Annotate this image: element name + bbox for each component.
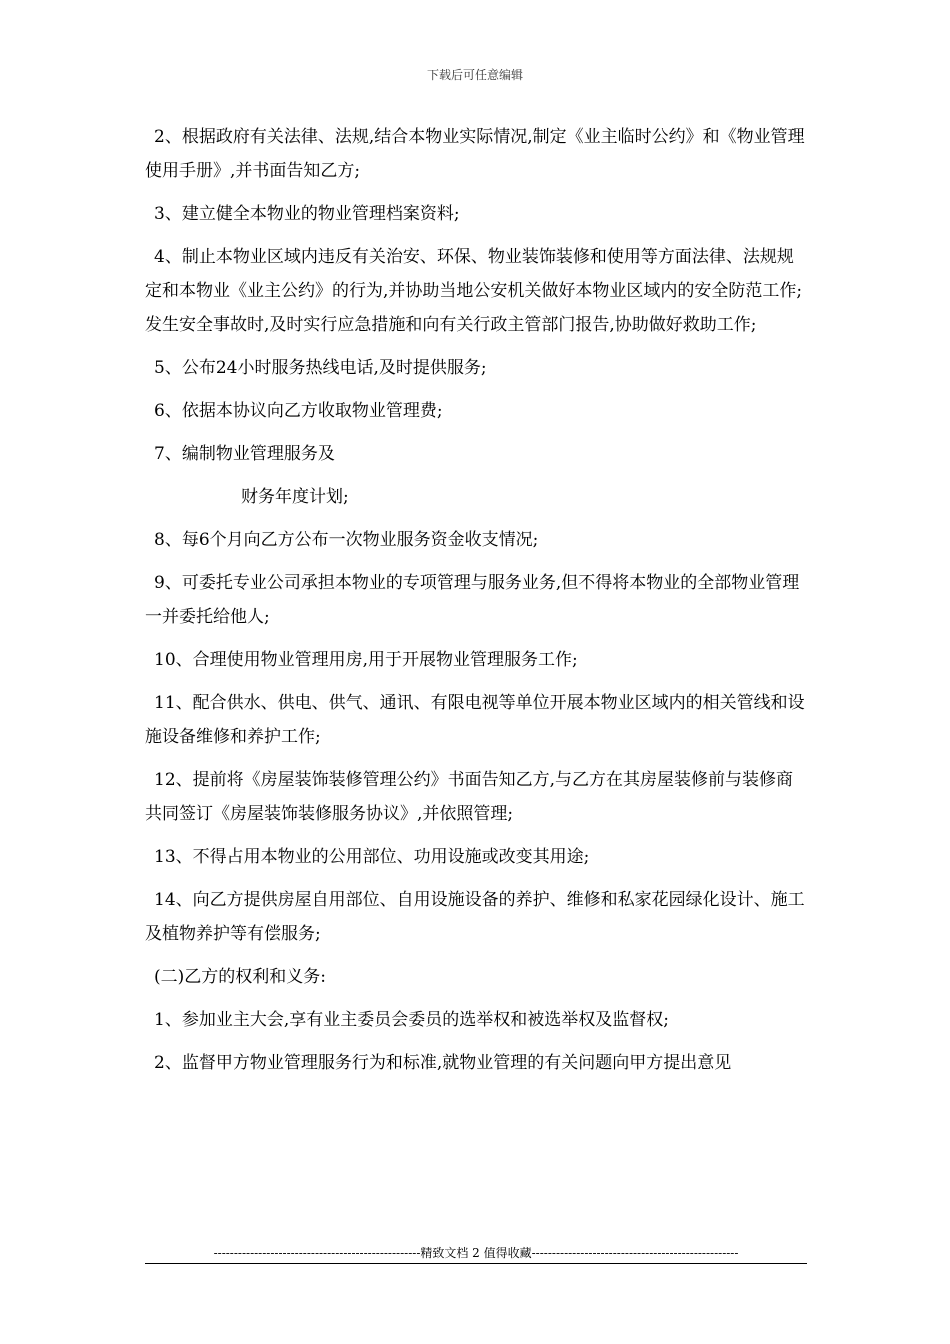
paragraph-b-item-2: 2、监督甲方物业管理服务行为和标准,就物业管理的有关问题向甲方提出意见 [154, 1053, 732, 1073]
paragraph-b-item-1: 1、参加业主大会,享有业主委员会委员的选举权和被选举权及监督权; [154, 1010, 669, 1030]
paragraph-item-13: 13、不得占用本物业的公用部位、功用设施或改变其用途; [154, 847, 590, 867]
page-footer: ---------------------------------------------------精致文档 2 值得收藏--------------------------------------------------- [213, 1246, 739, 1260]
paragraph-item-8: 8、每6个月向乙方公布一次物业服务资金收支情况; [154, 530, 539, 550]
page-header: 下载后可任意编辑 [426, 68, 523, 82]
section-heading-party-b: (二)乙方的权利和义务: [154, 967, 326, 987]
document-body [145, 120, 810, 1089]
paragraph-item-7: 7、编制物业管理服务及 [154, 444, 335, 464]
paragraph-item-9: 9、可委托专业公司承担本物业的专项管理与服务业务,但不得将本物业的全部物业管理一并委托给他人; [145, 573, 800, 627]
paragraph-item-3: 3、建立健全本物业的物业管理档案资料; [154, 204, 460, 224]
footer-divider [145, 1263, 807, 1264]
paragraph-item-11: 11、配合供水、供电、供气、通讯、有限电视等单位开展本物业区域内的相关管线和设施设备维修和养护工作; [145, 693, 805, 747]
paragraph-item-14: 14、向乙方提供房屋自用部位、自用设施设备的养护、维修和私家花园绿化设计、施工及植物养护等有偿服务; [145, 890, 805, 944]
paragraph-item-5: 5、公布24小时服务热线电话,及时提供服务; [154, 358, 487, 378]
paragraph-item-6: 6、依据本协议向乙方收取物业管理费; [154, 401, 443, 421]
paragraph-item-2: 2、根据政府有关法律、法规,结合本物业实际情况,制定《业主临时公约》和《物业管理使用手册》,并书面告知乙方; [145, 127, 805, 181]
paragraph-item-12: 12、提前将《房屋装饰装修管理公约》书面告知乙方,与乙方在其房屋装修前与装修商共同签订《房屋装饰装修服务协议》,并依照管理; [145, 770, 794, 824]
paragraph-item-7-continued: 财务年度计划; [241, 487, 349, 507]
paragraph-item-10: 10、合理使用物业管理用房,用于开展物业管理服务工作; [154, 650, 578, 670]
paragraph-item-4: 4、制止本物业区域内违反有关治安、环保、物业装饰装修和使用等方面法律、法规规定和本物业《业主公约》的行为,并协助当地公安机关做好本物业区域内的安全防范工作;发生安全事故时,及时实行应急措施和向有关行政主管部门报告,协助做好救助工作; [145, 247, 803, 335]
